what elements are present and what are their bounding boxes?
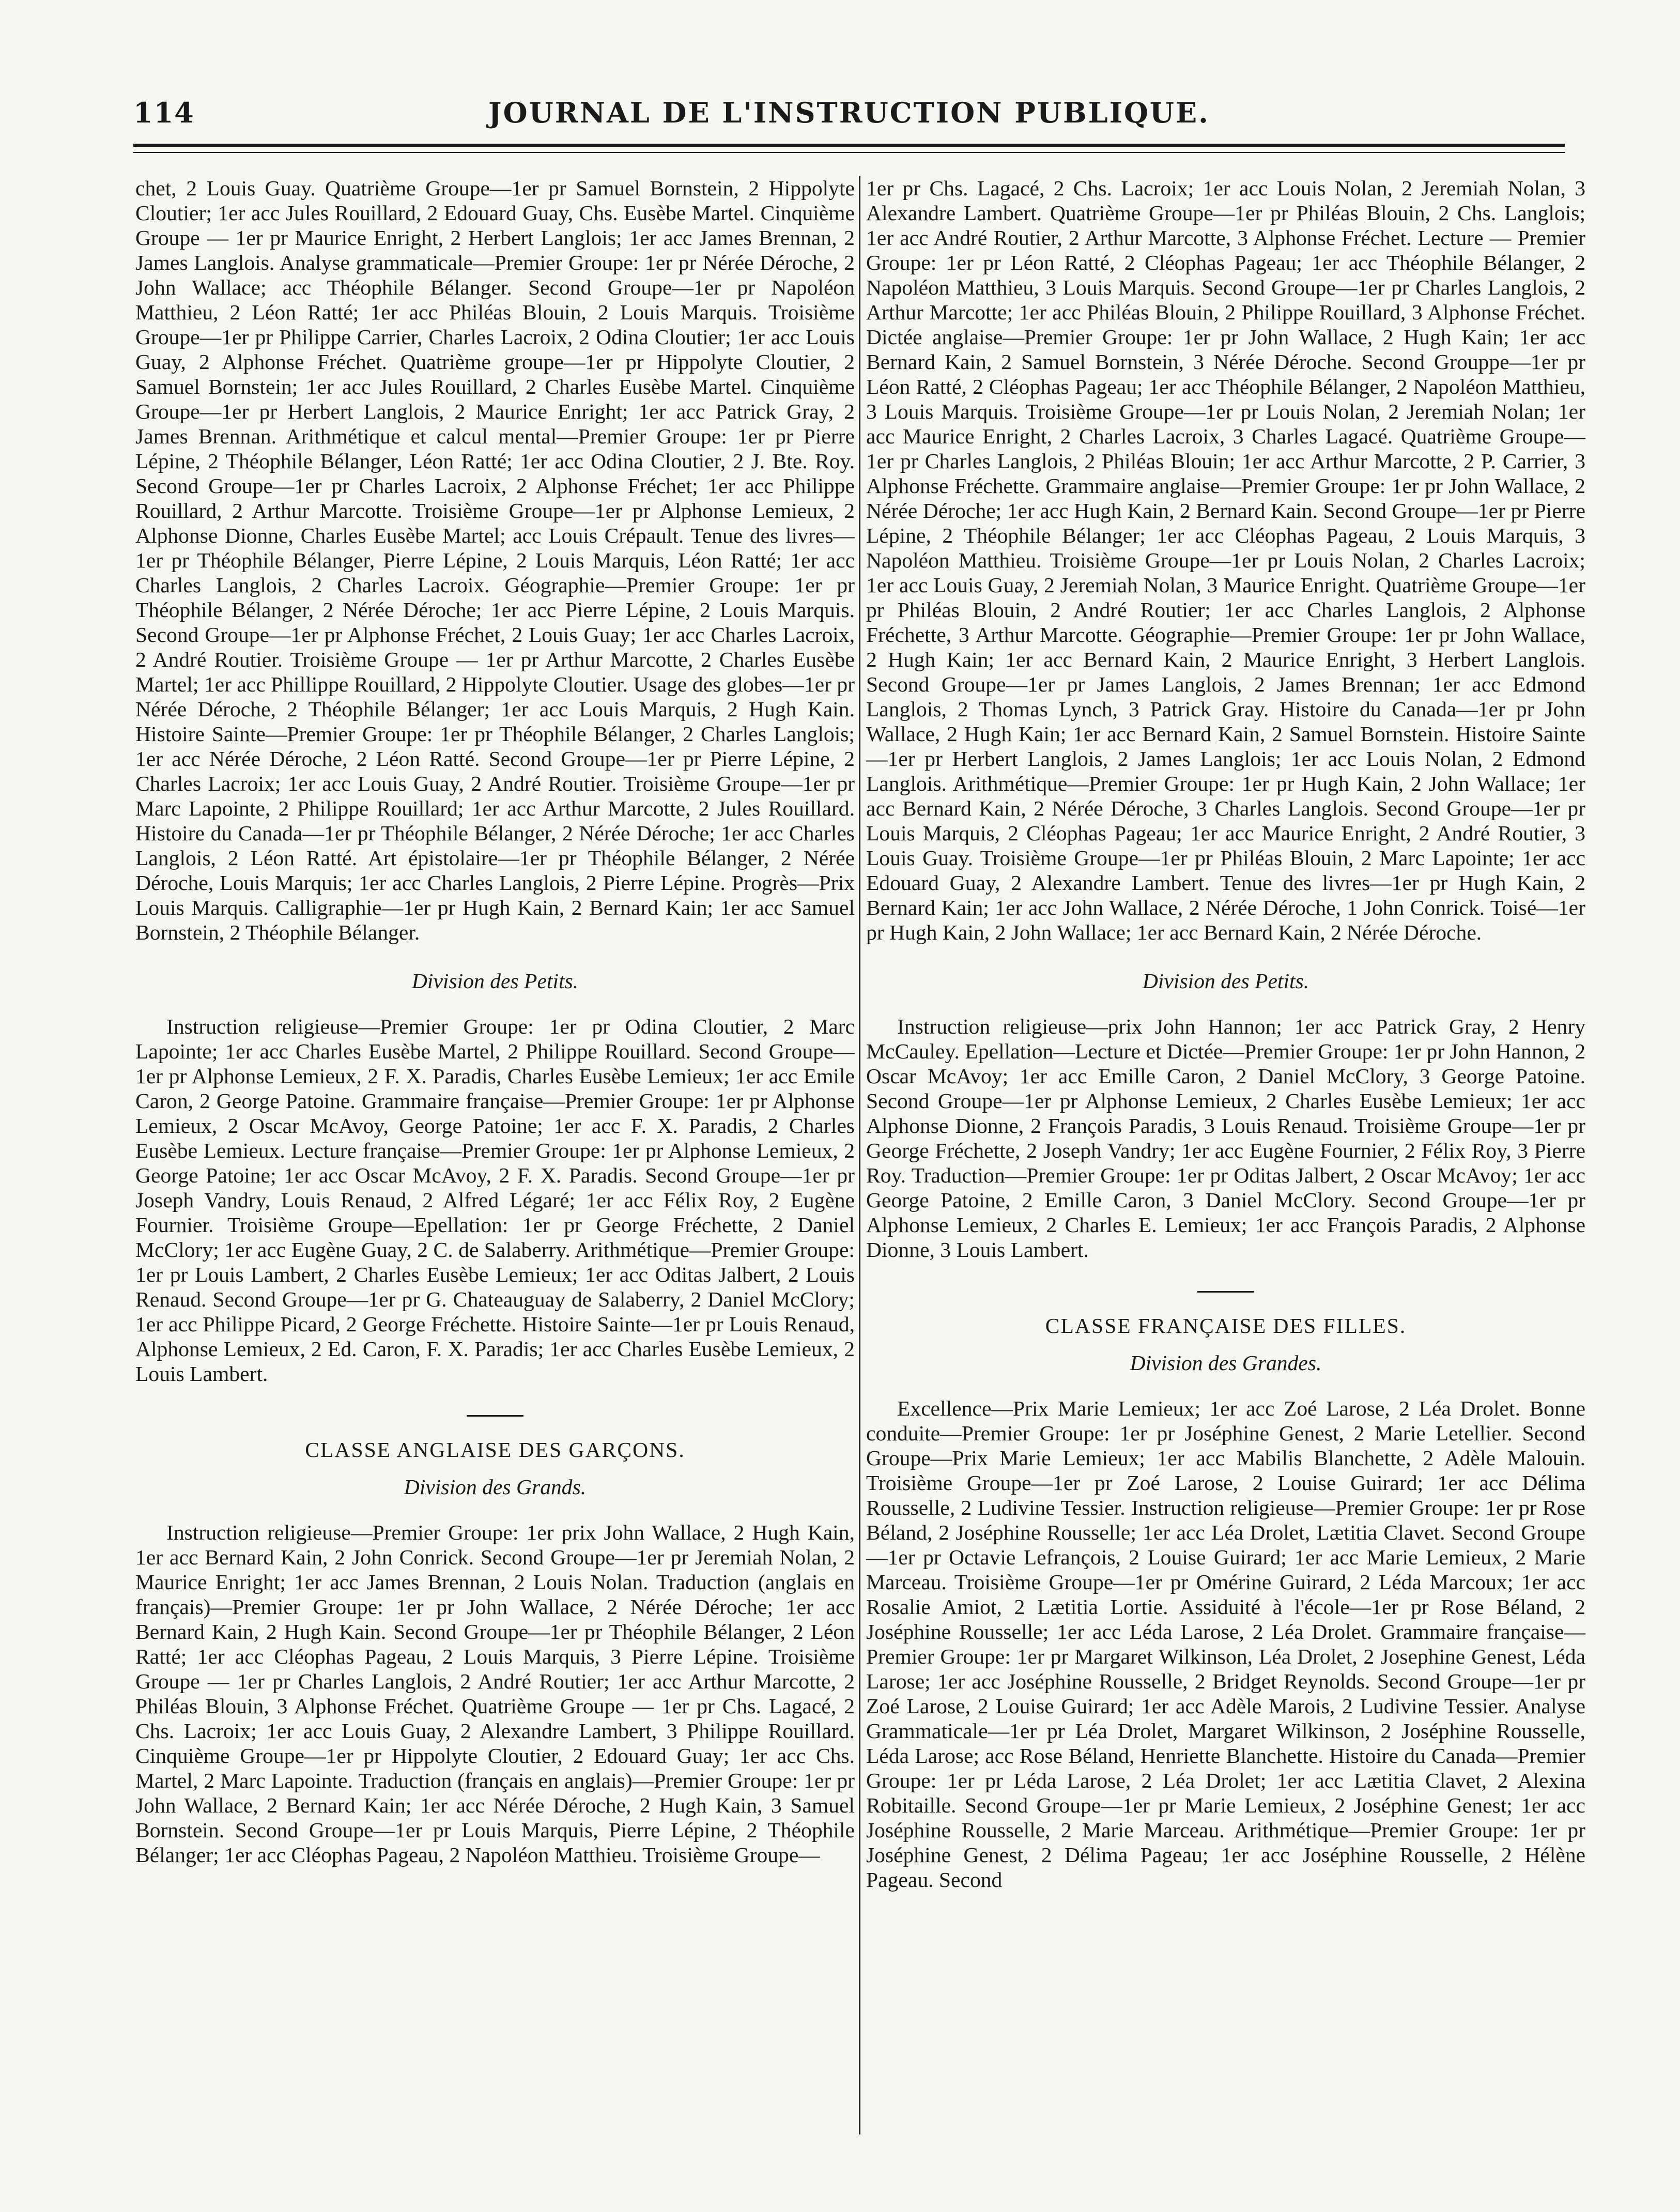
- section-subheading: Division des Petits.: [411, 969, 579, 993]
- section-subheading: Division des Grandes.: [1130, 1351, 1322, 1375]
- section-heading: CLASSE ANGLAISE DES GARÇONS.: [305, 1438, 685, 1462]
- paragraph: chet, 2 Louis Guay. Quatrième Groupe—1er pr Samuel Bornstein, 2 Hippolyte Cloutier; 1er acc Jules Rouillard, 2 Edouard Guay, Chs. Eusèbe Martel. Cinquième Groupe — 1er pr Maurice Enright, 2 Herbert Langlois; 1er acc James Brennan, 2 James Langlois. Analyse grammaticale—Premier Groupe: 1er pr Nérée Déroche, 2 John Wallace; acc Théophile Bélanger. Second Groupe—1er pr Napoléon Matthieu, 2 Léon Ratté; 1er acc Philéas Blouin, 2 Louis Marquis. Troisième Groupe—1er pr Philippe Carrier, Charles Lacroix, 2 Odina Cloutier; 1er acc Louis Guay, 2 Alphonse Fréchet. Quatrième groupe—1er pr Hippolyte Cloutier, 2 Samuel Bornstein; 1er acc Jules Rouillard, 2 Charles Eusèbe Martel. Cinquième Groupe—1er pr Herbert Langlois, 2 Maurice Enright; 1er acc Patrick Gray, 2 James Brennan. Arithmétique et calcul mental—Premier Groupe: 1er pr Pierre Lépine, 2 Théophile Bélanger, Léon Ratté; 1er acc Odina Cloutier, 2 J. Bte. Roy. Second Groupe—1er pr Charles Lacroix, 2 Alphonse Fréchet; 1er acc Philippe Rouillard, 2 Arthur Marcotte. Troisième Groupe—1er pr Alphonse Lemieux, 2 Alphonse Dionne, Charles Eusèbe Martel; acc Louis Crépault. Tenue des livres—1er pr Théophile Bélanger, Pierre Lépine, 2 Louis Marquis, Léon Ratté; 1er acc Charles Langlois, 2 Charles Lacroix. Géographie—Premier Groupe: 1er pr Théophile Bélanger, 2 Nérée Déroche; 1er acc Pierre Lépine, 2 Louis Marquis. Second Groupe—1er pr Alphonse Fréchet, 2 Louis Guay; 1er acc Charles Lacroix, 2 André Routier. Troisième Groupe — 1er pr Arthur Marcotte, 2 Charles Eusèbe Martel; 1er acc Phillippe Rouillard, 2 Hippolyte Cloutier. Usage des globes—1er pr Nérée Déroche, 2 Théophile Bélanger; 1er acc Louis Marquis, 2 Hugh Kain. Histoire Sainte—Premier Groupe: 1er pr Théophile Bélanger, 2 Charles Langlois; 1er acc Nérée Déroche, 2 Léon Ratté. Second Groupe—1er pr Pierre Lépine, 2 Charles Lacroix; 1er acc Louis Guay, 2 André Routier. Troisième Groupe—1er pr Marc Lapointe, 2 Philippe Rouillard; 1er acc Arthur Marcotte, 2 Jules Rouillard. Histoire du Canada—1er pr Théophile Bélanger, 2 Nérée Déroche; 1er acc Charles Langlois, 2 Léon Ratté. Art épistolaire—1er pr Théophile Bélanger, 2 Nérée Déroche, Louis Marquis; 1er acc Charles Langlois, 2 Pierre Lépine. Progrès—Prix Louis Marquis. Calligraphie—1er pr Hugh Kain, 2 Bernard Kain; 1er acc Samuel Bornstein, 2 Théophile Bélanger.: [135, 176, 855, 944]
- section-divider: [1197, 1291, 1254, 1293]
- paragraph: Instruction religieuse—prix John Hannon; 1er acc Patrick Gray, 2 Henry McCauley. Epellation—Lecture et Dictée—Premier Groupe: 1er pr John Hannon, 2 Oscar McAvoy; 1er acc Emille Caron, 2 Daniel McClory, 3 George Patoine. Second Groupe—1er pr Alphonse Lemieux, 2 Charles Eusèbe Lemieux; 1er acc Alphonse Dionne, 2 François Paradis, 3 Louis Renaud. Troisième Groupe—1er pr George Fréchette, 2 Joseph Vandry; 1er acc Eugène Fournier, 2 Félix Roy, 3 Pierre Roy. Traduction—Premier Groupe: 1er pr Oditas Jalbert, 2 Oscar McAvoy; 1er acc George Patoine, 2 Emille Caron, 3 Daniel McClory. Second Groupe—1er pr Alphonse Lemieux, 2 Charles E. Lemieux; 1er acc François Paradis, 2 Alphonse Dionne, 3 Louis Lambert.: [866, 1015, 1585, 1262]
- section-heading: CLASSE FRANÇAISE DES FILLES.: [1045, 1314, 1407, 1338]
- journal-title: JOURNAL DE L'INSTRUCTION PUBLIQUE.: [488, 96, 1210, 129]
- paragraph: Instruction religieuse—Premier Groupe: 1er prix John Wallace, 2 Hugh Kain, 1er acc Bernard Kain, 2 John Conrick. Second Groupe—1er pr Jeremiah Nolan, 2 Maurice Enright; 1er acc James Brennan, 2 Louis Nolan. Traduction (anglais en français)—Premier Groupe: 1er pr John Wallace, 2 Nérée Déroche; 1er acc Bernard Kain, 2 Hugh Kain. Second Groupe—1er pr Théophile Bélanger, 2 Léon Ratté; 1er acc Cléophas Pageau, 2 Louis Marquis, 3 Pierre Lépine. Troisième Groupe — 1er pr Charles Langlois, 2 André Routier; 1er acc Arthur Marcotte, 2 Philéas Blouin, 3 Alphonse Fréchet. Quatrième Groupe — 1er pr Chs. Lagacé, 2 Chs. Lacroix; 1er acc Louis Guay, 2 Alexandre Lambert, 3 Philippe Rouillard. Cinquième Groupe—1er pr Hippolyte Cloutier, 2 Edouard Guay; 1er acc Chs. Martel, 2 Marc Lapointe. Traduction (français en anglais)—Premier Groupe: 1er pr John Wallace, 2 Bernard Kain; 1er acc Nérée Déroche, 2 Hugh Kain, 3 Samuel Bornstein. Second Groupe—1er pr Louis Marquis, Pierre Lépine, 2 Théophile Bélanger; 1er acc Cléophas Pageau, 2 Napoléon Matthieu. Troisième Groupe—: [135, 1520, 855, 1867]
- paragraph: Instruction religieuse—Premier Groupe: 1er pr Odina Cloutier, 2 Marc Lapointe; 1er acc Charles Eusèbe Martel, 2 Philippe Rouillard. Second Groupe—1er pr Alphonse Lemieux, 2 F. X. Paradis, Charles Eusèbe Lemieux; 1er acc Emile Caron, 2 George Patoine. Grammaire française—Premier Groupe: 1er pr Alphonse Lemieux, 2 Oscar McAvoy, George Patoine; 1er acc F. X. Paradis, 2 Charles Eusèbe Lemieux. Lecture française—Premier Groupe: 1er pr Alphonse Lemieux, 2 George Patoine; 1er acc Oscar McAvoy, 2 F. X. Paradis. Second Groupe—1er pr Joseph Vandry, Louis Renaud, 2 Alfred Légaré; 1er acc Félix Roy, 2 Eugène Fournier. Troisième Groupe—Epellation: 1er pr George Fréchette, 2 Daniel McClory; 1er acc Eugène Guay, 2 C. de Salaberry. Arithmétique—Premier Groupe: 1er pr Louis Lambert, 2 Charles Eusèbe Lemieux; 1er acc Oditas Jalbert, 2 Louis Renaud. Second Groupe—1er pr G. Chateauguay de Salaberry, 2 Daniel McClory; 1er acc Philippe Picard, 2 George Fréchette. Histoire Sainte—1er pr Louis Renaud, Alphonse Lemieux, 2 Ed. Caron, F. X. Paradis; 1er acc Charles Eusèbe Lemieux, 2 Louis Lambert.: [135, 1015, 855, 1386]
- section-divider: [467, 1415, 523, 1417]
- header-rule-thin: [133, 152, 1565, 153]
- paragraph: 1er pr Chs. Lagacé, 2 Chs. Lacroix; 1er acc Louis Nolan, 2 Jeremiah Nolan, 3 Alexandre Lambert. Quatrième Groupe—1er pr Philéas Blouin, 2 Chs. Langlois; 1er acc André Routier, 2 Arthur Marcotte, 3 Alphonse Fréchet. Lecture — Premier Groupe: 1er pr Léon Ratté, 2 Cléophas Pageau; 1er acc Théophile Bélanger, 2 Napoléon Matthieu, 3 Louis Marquis. Second Groupe—1er pr Charles Langlois, 2 Arthur Marcotte; 1er acc Philéas Blouin, 2 Philippe Rouillard, 3 Alphonse Fréchet. Dictée anglaise—Premier Groupe: 1er pr John Wallace, 2 Hugh Kain; 1er acc Bernard Kain, 2 Samuel Bornstein, 3 Nérée Déroche. Second Grouppe—1er pr Léon Ratté, 2 Cléophas Pageau; 1er acc Théophile Bélanger, 2 Napoléon Matthieu, 3 Louis Marquis. Troisième Groupe—1er pr Louis Nolan, 2 Jeremiah Nolan; 1er acc Maurice Enright, 2 Charles Lacroix, 3 Charles Lagacé. Quatrième Groupe—1er pr Charles Langlois, 2 Philéas Blouin; 1er acc Arthur Marcotte, 2 P. Carrier, 3 Alphonse Fréchette. Grammaire anglaise—Premier Groupe: 1er pr John Wallace, 2 Nérée Déroche; 1er acc Hugh Kain, 2 Bernard Kain. Second Groupe—1er pr Pierre Lépine, 2 Théophile Bélanger; 1er acc Cléophas Pageau, 2 Louis Marquis, 3 Napoléon Matthieu. Troisième Groupe—1er pr Louis Nolan, 2 Charles Lacroix; 1er acc Louis Guay, 2 Jeremiah Nolan, 3 Maurice Enright. Quatrième Groupe—1er pr Philéas Blouin, 2 André Routier; 1er acc Charles Langlois, 2 Alphonse Fréchette, 3 Arthur Marcotte. Géographie—Premier Groupe: 1er pr John Wallace, 2 Hugh Kain; 1er acc Bernard Kain, 2 Maurice Enright, 3 Herbert Langlois. Second Groupe—1er pr James Langlois, 2 James Brennan; 1er acc Edmond Langlois, 2 Thomas Lynch, 3 Patrick Gray. Histoire du Canada—1er pr John Wallace, 2 Hugh Kain; 1er acc Bernard Kain, 2 Samuel Bornstein. Histoire Sainte—1er pr Herbert Langlois, 2 James Langlois; 1er acc Louis Nolan, 2 Edmond Langlois. Arithmétique—Premier Groupe: 1er pr Hugh Kain, 2 John Wallace; 1er acc Bernard Kain, 2 Nérée Déroche, 3 Charles Langlois. Second Groupe—1er pr Louis Marquis, 2 Cléophas Pageau; 1er acc Maurice Enright, 2 André Routier, 3 Louis Guay. Troisième Groupe—1er pr Philéas Blouin, 2 Marc Lapointe; 1er acc Edouard Guay, 2 Alexandre Lambert. Tenue des livres—1er pr Hugh Kain, 2 Bernard Kain; 1er acc John Wallace, 2 Nérée Déroche, 1 John Conrick. Toisé—1er pr Hugh Kain, 2 John Wallace; 1er acc Bernard Kain, 2 Nérée Déroche.: [866, 176, 1585, 944]
- left-column: [135, 176, 855, 1867]
- header-rule: [133, 144, 1565, 147]
- paragraph: Excellence—Prix Marie Lemieux; 1er acc Zoé Larose, 2 Léa Drolet. Bonne conduite—Premier Groupe: 1er pr Joséphine Genest, 2 Marie Letellier. Second Groupe—Prix Marie Lemieux; 1er acc Mabilis Blanchette, 2 Adèle Malouin. Troisième Groupe—1er pr Zoé Larose, 2 Louise Guirard; 1er acc Délima Rousselle, 2 Ludivine Tessier. Instruction religieuse—Premier Groupe: 1er pr Rose Béland, 2 Joséphine Rousselle; 1er acc Léa Drolet, Lætitia Clavet. Second Groupe—1er pr Octavie Lefrançois, 2 Louise Guirard; 1er acc Marie Lemieux, 2 Marie Marceau. Troisième Groupe—1er pr Omérine Guirard, 2 Léda Marcoux; 1er acc Rosalie Amiot, 2 Lætitia Lortie. Assiduité à l'école—1er pr Rose Béland, 2 Joséphine Rousselle; 1er acc Léda Larose, 2 Léa Drolet. Grammaire française—Premier Groupe: 1er pr Margaret Wilkinson, Léa Drolet, 2 Josephine Genest, Léda Larose; 1er acc Joséphine Rousselle, 2 Bridget Reynolds. Second Groupe—1er pr Zoé Larose, 2 Louise Guirard; 1er acc Adèle Marois, 2 Ludivine Tessier. Analyse Grammaticale—1er pr Léa Drolet, Margaret Wilkinson, 2 Joséphine Rousselle, Léda Larose; acc Rose Béland, Henriette Blanchette. Histoire du Canada—Premier Groupe: 1er pr Léda Larose, 2 Léa Drolet; 1er acc Lætitia Clavet, 2 Alexina Robitaille. Second Groupe—1er pr Marie Lemieux, 2 Joséphine Genest; 1er acc Joséphine Rousselle, 2 Marie Marceau. Arithmétique—Premier Groupe: 1er pr Joséphine Genest, 2 Délima Pageau; 1er acc Joséphine Rousselle, 2 Hélène Pageau. Second: [866, 1396, 1585, 1892]
- column-divider: [859, 176, 860, 2134]
- page-number: 114: [133, 96, 195, 129]
- section-subheading: Division des Grands.: [404, 1475, 587, 1499]
- right-column: [866, 176, 1585, 1892]
- section-subheading: Division des Petits.: [1142, 969, 1309, 993]
- page-header: [133, 96, 1565, 137]
